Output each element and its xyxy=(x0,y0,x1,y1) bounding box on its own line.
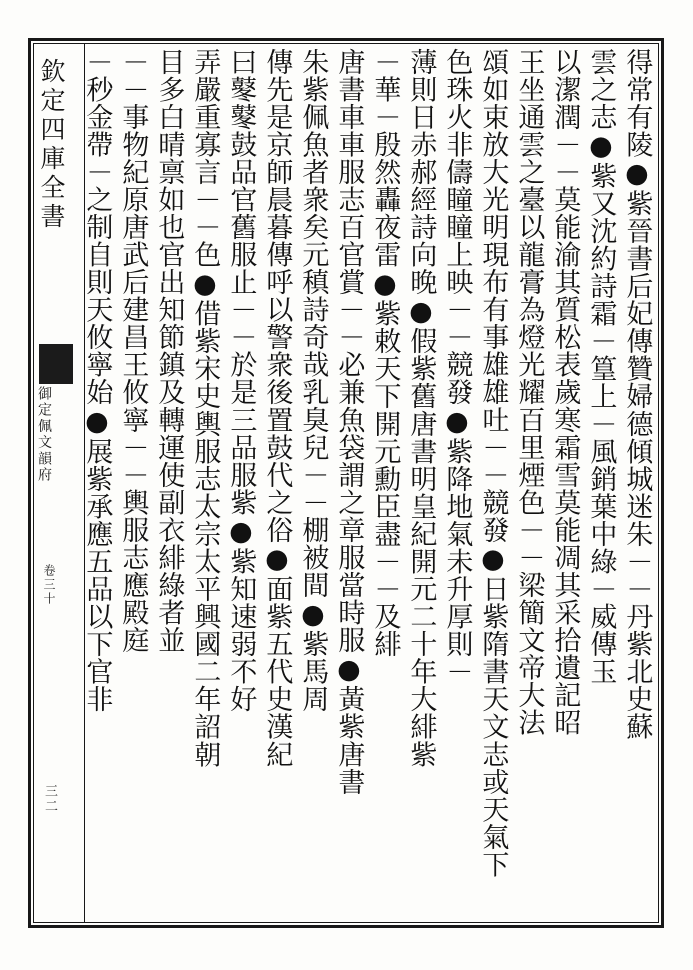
column-text: 曰鼕鼕鼓品官舊服止－－於是三品服紫●紫知速弱不好 xyxy=(225,48,257,713)
text-column xyxy=(584,48,620,910)
text-column xyxy=(476,48,512,910)
column-text: 以潔潤－－莫能渝其質松表歲寒霜雪莫能凋其采拾遺記昭 xyxy=(549,48,581,737)
text-column xyxy=(152,48,188,910)
series-title: 欽定四庫全書 xyxy=(37,58,66,232)
column-text: 朱紫佩魚者衆矣元稹詩奇哉乳臭兒－－棚被間●紫馬周 xyxy=(297,48,329,713)
text-column xyxy=(296,48,332,910)
column-text: 頌如束放大光明現布有事雄雄吐－－競發●日紫隋書天文志或天氣下 xyxy=(477,48,509,879)
text-body xyxy=(81,48,656,918)
column-text: －華－殷然轟夜雷●紫敕天下開元勳臣盡－－及緋 xyxy=(369,48,401,658)
column-text: 弄嚴重寡言－－色●借紫宋史輿服志太宗太平興國二年詔朝 xyxy=(189,48,221,769)
page-spine-column xyxy=(33,44,85,922)
text-column xyxy=(440,48,476,910)
column-text: 雲之志●紫又沈約詩霜－篁上－風銷葉中綠－威傳玉 xyxy=(585,48,617,686)
text-column xyxy=(188,48,224,910)
column-text: 傳先是京師晨暮傳呼以警衆後置鼓代之俗●面紫五代史漢紀 xyxy=(261,48,293,769)
text-column xyxy=(368,48,404,910)
work-title: 御定佩文韻府 xyxy=(36,386,52,484)
text-column xyxy=(80,48,116,910)
column-text: －－事物紀原唐武后建昌王攸寧－－輿服志應殿庭 xyxy=(117,48,149,654)
column-text: 王坐通雲之臺以龍膏為燈光耀百里煙色－－梁簡文帝大法 xyxy=(513,48,545,737)
text-column xyxy=(116,48,152,910)
text-column xyxy=(332,48,368,910)
column-text: 色珠火非儔瞳瞳上映－－競發●紫降地氣未升厚則－ xyxy=(441,48,473,686)
page-number: 三二 xyxy=(42,784,57,815)
text-column xyxy=(260,48,296,910)
column-text: 薄則日赤郝經詩向晚●假紫舊唐書明皇紀開元二十年大緋紫 xyxy=(405,48,437,769)
text-column xyxy=(620,48,656,910)
text-column xyxy=(224,48,260,910)
text-column xyxy=(512,48,548,910)
column-text: 唐書車車服志百官賞－－必兼魚袋謂之章服當時服●黃紫唐書 xyxy=(333,48,365,796)
column-text: 目多白晴禀如也官出知節鎮及轉運使副衣緋綠者並 xyxy=(153,48,185,654)
text-column xyxy=(404,48,440,910)
volume-marker: 卷三十 xyxy=(42,564,56,606)
text-column xyxy=(548,48,584,910)
seal-stamp-icon xyxy=(39,344,73,384)
column-text: 得常有陵●紫晉書后妃傳贊婦德傾城迷朱－－丹紫北史蘇 xyxy=(621,48,653,741)
column-text: －秒金帶－之制自則天攸寧始●展紫承應五品以下官非 xyxy=(81,48,113,713)
